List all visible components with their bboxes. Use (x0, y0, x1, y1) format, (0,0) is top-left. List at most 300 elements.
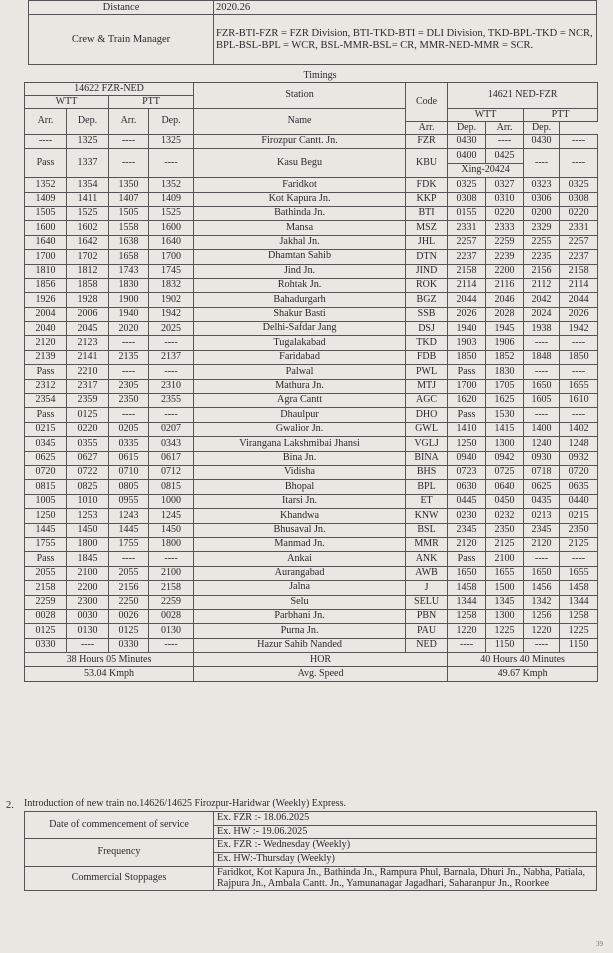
right-ptt-arr: 2156 (524, 264, 560, 278)
right-ptt-dep: 1225 (560, 624, 598, 638)
left-wtt-arr: 1600 (25, 221, 67, 235)
right-ptt-arr: 1650 (524, 566, 560, 580)
left-wtt-arr: 0345 (25, 437, 67, 451)
station-name: Bathinda Jn. (194, 206, 406, 220)
left-wtt-dep: 0030 (67, 609, 109, 623)
right-wtt-arr: 1220 (448, 624, 486, 638)
left-ptt-dep: ---- (149, 365, 194, 379)
intro-title: Introduction of new train no.14626/14625 Firozpur-Haridwar (Weekly) Express. (24, 798, 346, 809)
left-ptt-arr: 1755 (109, 537, 149, 551)
station-name: Itarsi Jn. (194, 494, 406, 508)
left-ptt-arr: 1638 (109, 235, 149, 249)
left-ptt-arr: ---- (109, 408, 149, 422)
right-ptt-dep: 0932 (560, 451, 598, 465)
right-ptt-arr: 1650 (524, 379, 560, 393)
right-ptt-arr: 2042 (524, 293, 560, 307)
right-ptt-arr: 0323 (524, 178, 560, 192)
right-wtt-dep: 1530 (486, 408, 524, 422)
speed-right: 49.67 Kmph (448, 667, 598, 681)
left-ptt-arr: 0615 (109, 451, 149, 465)
left-wtt-dep: 1812 (67, 264, 109, 278)
left-wtt-arr: 1810 (25, 264, 67, 278)
left-wtt-dep: 2141 (67, 350, 109, 364)
left-ptt-dep: 2355 (149, 394, 194, 408)
table-row (25, 523, 598, 537)
table-row (25, 494, 598, 508)
left-ptt-dep: 1600 (149, 221, 194, 235)
right-ptt-dep: 0635 (560, 480, 598, 494)
right-ptt-arr: 0430 (524, 135, 560, 149)
left-ptt-arr: 1243 (109, 509, 149, 523)
right-wtt-dep: 1300 (486, 437, 524, 451)
right-wtt-arr: 0308 (448, 192, 486, 206)
right-ptt-dep: 0440 (560, 494, 598, 508)
right-ptt-dep: 1258 (560, 609, 598, 623)
right-ptt-dep: 1150 (560, 638, 598, 652)
left-ptt-arr: 1830 (109, 278, 149, 292)
station-name: Gwalior Jn. (194, 422, 406, 436)
left-train-header: 14622 FZR-NED (25, 83, 194, 96)
table-row (25, 206, 598, 220)
table-row (25, 322, 598, 336)
station-name: Dhaulpur (194, 408, 406, 422)
station-name: Khandwa (194, 509, 406, 523)
right-ptt-arr: 1256 (524, 609, 560, 623)
right-wtt-arr: 1650 (448, 566, 486, 580)
station-code: BSL (406, 523, 448, 537)
left-ptt-header: PTT (109, 96, 194, 109)
left-ptt-arr: 1743 (109, 264, 149, 278)
right-wtt-dep: 1225 (486, 624, 524, 638)
left-wtt-arr: 1856 (25, 278, 67, 292)
right-wtt-arr: 2114 (448, 278, 486, 292)
left-wtt-dep: 0722 (67, 465, 109, 479)
table-row (25, 581, 598, 595)
left-wtt-arr: Pass (25, 149, 67, 178)
left-ptt-arr: 2350 (109, 394, 149, 408)
station-name: Selu (194, 595, 406, 609)
left-ptt-dep: 2259 (149, 595, 194, 609)
timings-table (24, 82, 598, 682)
left-wtt-dep: 0220 (67, 422, 109, 436)
station-code: MMR (406, 537, 448, 551)
right-ptt-dep: 1850 (560, 350, 598, 364)
table-row (25, 250, 598, 264)
left-wtt-arr: 1640 (25, 235, 67, 249)
table-row (25, 307, 598, 321)
right-wtt-dep: 1830 (486, 365, 524, 379)
left-wtt-dep: 1702 (67, 250, 109, 264)
station-code: PWL (406, 365, 448, 379)
right-ptt-arr: 2329 (524, 221, 560, 235)
frequency-label: Frequency (25, 839, 214, 866)
left-wtt-arr: 2354 (25, 394, 67, 408)
left-wtt-arr: 0625 (25, 451, 67, 465)
left-wtt-dep: 1253 (67, 509, 109, 523)
left-wtt-dep: 2210 (67, 365, 109, 379)
right-wtt-arr: 2257 (448, 235, 486, 249)
commence-fzr: Ex. FZR :- 18.06.2025 (214, 812, 597, 826)
left-wtt-dep: 1337 (67, 149, 109, 178)
left-ptt-dep: 2310 (149, 379, 194, 393)
right-wtt-dep: 0942 (486, 451, 524, 465)
station-name: Manmad Jn. (194, 537, 406, 551)
left-ptt-dep: ---- (149, 552, 194, 566)
left-ptt-arr: 2250 (109, 595, 149, 609)
left-wtt-arr: Pass (25, 408, 67, 422)
left-wtt-arr: 0330 (25, 638, 67, 652)
right-ptt-arr: 1400 (524, 422, 560, 436)
station-code: J (406, 581, 448, 595)
table-row (25, 537, 598, 551)
left-ptt-dep: 1700 (149, 250, 194, 264)
station-name: Faridabad (194, 350, 406, 364)
right-ptt-dep: 2350 (560, 523, 598, 537)
speed-label: Avg. Speed (194, 667, 448, 681)
right-wtt-dep-header: Dep. (448, 122, 486, 135)
station-code: BHS (406, 465, 448, 479)
left-ptt-dep: 1352 (149, 178, 194, 192)
right-ptt-dep: 0325 (560, 178, 598, 192)
left-ptt-arr: ---- (109, 149, 149, 178)
right-wtt-arr: 1940 (448, 322, 486, 336)
left-ptt-dep: 1245 (149, 509, 194, 523)
table-row (25, 451, 598, 465)
left-ptt-arr: 0335 (109, 437, 149, 451)
right-wtt-arr: 0430 (448, 135, 486, 149)
right-wtt-arr: 1258 (448, 609, 486, 623)
frequency-fzr: Ex. FZR :- Wednesday (Weekly) (214, 839, 597, 853)
left-wtt-arr: 1755 (25, 537, 67, 551)
left-ptt-dep: 2100 (149, 566, 194, 580)
right-wtt-dep: 0220 (486, 206, 524, 220)
left-ptt-dep: 2158 (149, 581, 194, 595)
left-ptt-dep: 1000 (149, 494, 194, 508)
station-name: Jalna (194, 581, 406, 595)
right-wtt-arr: 1850 (448, 350, 486, 364)
station-name: Kot Kapura Jn. (194, 192, 406, 206)
left-ptt-arr: 0955 (109, 494, 149, 508)
left-wtt-dep: 1602 (67, 221, 109, 235)
station-name: Vidisha (194, 465, 406, 479)
right-ptt-arr: ---- (524, 149, 560, 178)
right-ptt-arr: 2345 (524, 523, 560, 537)
station-code: AGC (406, 394, 448, 408)
table-row (25, 566, 598, 580)
left-ptt-dep: 0815 (149, 480, 194, 494)
left-ptt-arr: ---- (109, 365, 149, 379)
station-name: Bina Jn. (194, 451, 406, 465)
right-ptt-dep: 1402 (560, 422, 598, 436)
name-header: Name (194, 109, 406, 135)
right-ptt-dep: 1344 (560, 595, 598, 609)
right-wtt-dep: 2046 (486, 293, 524, 307)
right-wtt-dep: 1655 (486, 566, 524, 580)
station-code: DTN (406, 250, 448, 264)
left-ptt-arr: 1505 (109, 206, 149, 220)
right-wtt-arr: 0445 (448, 494, 486, 508)
station-code: GWL (406, 422, 448, 436)
left-ptt-arr-header: Arr. (109, 109, 149, 135)
right-wtt-dep: 2200 (486, 264, 524, 278)
left-ptt-arr: ---- (109, 135, 149, 149)
left-wtt-dep: 0825 (67, 480, 109, 494)
right-wtt-arr: 2237 (448, 250, 486, 264)
right-ptt-arr: 2112 (524, 278, 560, 292)
right-wtt-dep: 0640 (486, 480, 524, 494)
station-name: Aurangabad (194, 566, 406, 580)
right-ptt-arr: 1342 (524, 595, 560, 609)
left-ptt-dep: 1525 (149, 206, 194, 220)
right-ptt-arr: 0213 (524, 509, 560, 523)
right-wtt-arr: 0400 (448, 149, 486, 163)
right-ptt-arr: ---- (524, 336, 560, 350)
right-wtt-arr: Pass (448, 365, 486, 379)
right-ptt-arr: ---- (524, 638, 560, 652)
station-code: ET (406, 494, 448, 508)
right-wtt-arr: 0723 (448, 465, 486, 479)
left-ptt-arr: ---- (109, 336, 149, 350)
right-ptt-dep: 0720 (560, 465, 598, 479)
right-ptt-dep: ---- (560, 336, 598, 350)
right-wtt-dep: 2116 (486, 278, 524, 292)
station-name: Bhusaval Jn. (194, 523, 406, 537)
crew-label: Crew & Train Manager (29, 15, 214, 65)
left-ptt-dep: 1409 (149, 192, 194, 206)
left-ptt-dep: ---- (149, 149, 194, 178)
station-code: JIND (406, 264, 448, 278)
left-wtt-arr: 1700 (25, 250, 67, 264)
table-row (25, 638, 598, 652)
right-wtt-header: WTT (448, 109, 524, 122)
right-ptt-arr: 2024 (524, 307, 560, 321)
commence-hw: Ex. HW :- 19.06.2025 (214, 825, 597, 839)
right-wtt-dep: 1415 (486, 422, 524, 436)
hor-right: 40 Hours 40 Minutes (448, 653, 598, 667)
stoppages-label: Commercial Stoppages (25, 866, 214, 890)
table-row (25, 465, 598, 479)
right-ptt-arr: 2120 (524, 537, 560, 551)
table-row (25, 437, 598, 451)
station-code: KKP (406, 192, 448, 206)
left-wtt-dep: 2100 (67, 566, 109, 580)
left-ptt-dep: ---- (149, 638, 194, 652)
left-wtt-arr: 2312 (25, 379, 67, 393)
station-name: Firozpur Cantt. Jn. (194, 135, 406, 149)
station-name: Kasu Begu (194, 149, 406, 178)
right-wtt-dep: 2350 (486, 523, 524, 537)
station-name: Rohtak Jn. (194, 278, 406, 292)
table-row (25, 135, 598, 149)
left-wtt-arr: 2120 (25, 336, 67, 350)
station-name: Jakhal Jn. (194, 235, 406, 249)
right-wtt-dep: 0425 (486, 149, 524, 163)
right-ptt-dep: 2257 (560, 235, 598, 249)
right-ptt-arr: ---- (524, 408, 560, 422)
left-ptt-arr: 1407 (109, 192, 149, 206)
left-wtt-arr: 2139 (25, 350, 67, 364)
right-wtt-dep: 2239 (486, 250, 524, 264)
left-ptt-arr: 2305 (109, 379, 149, 393)
left-ptt-arr: 1940 (109, 307, 149, 321)
left-ptt-dep: 0343 (149, 437, 194, 451)
station-code: ROK (406, 278, 448, 292)
train-info-table (28, 0, 597, 65)
left-ptt-dep: 1325 (149, 135, 194, 149)
station-code: FDK (406, 178, 448, 192)
right-ptt-arr: ---- (524, 365, 560, 379)
table-row (25, 278, 598, 292)
left-wtt-dep: 0125 (67, 408, 109, 422)
table-row (25, 480, 598, 494)
table-row (25, 149, 598, 163)
right-wtt-arr: 0325 (448, 178, 486, 192)
station-code: DHO (406, 408, 448, 422)
right-wtt-dep: 0327 (486, 178, 524, 192)
left-ptt-dep: 0207 (149, 422, 194, 436)
right-wtt-dep: ---- (486, 135, 524, 149)
crew-value: FZR-BTI-FZR = FZR Division, BTI-TKD-BTI = DLI Division, TKD-BPL-TKD = NCR, BPL-BSL-BPL = WCR, BSL-MMR-BSL= CR, MMR-NED-MMR = SCR. (214, 15, 597, 65)
table-row (25, 336, 598, 350)
right-ptt-arr: 0718 (524, 465, 560, 479)
station-name: Tugalakabad (194, 336, 406, 350)
station-code: KNW (406, 509, 448, 523)
left-wtt-dep: 2006 (67, 307, 109, 321)
right-wtt-dep: 1500 (486, 581, 524, 595)
left-ptt-dep: 2137 (149, 350, 194, 364)
station-code: PAU (406, 624, 448, 638)
station-code: ANK (406, 552, 448, 566)
right-ptt-dep: 0220 (560, 206, 598, 220)
table-row (25, 422, 598, 436)
right-ptt-dep: 1610 (560, 394, 598, 408)
stoppages-value: Faridkot, Kot Kapura Jn., Bathinda Jn., Rampura Phul, Barnala, Dhuri Jn., Nabha, Patiala, Rajpura Jn., Ambala Cantt. Jn., Yamunanagar Jagadhari, Saharanpur Jn., Roorkee (214, 866, 597, 890)
left-wtt-arr: 0125 (25, 624, 67, 638)
left-ptt-arr: ---- (109, 552, 149, 566)
right-ptt-dep: 2125 (560, 537, 598, 551)
table-row (25, 178, 598, 192)
right-wtt-arr: 2044 (448, 293, 486, 307)
table-row (25, 394, 598, 408)
left-wtt-arr-header: Arr. (25, 109, 67, 135)
table-row (25, 595, 598, 609)
right-wtt-arr: 0630 (448, 480, 486, 494)
code-header: Code (406, 83, 448, 122)
left-wtt-arr: 0215 (25, 422, 67, 436)
table-row (25, 609, 598, 623)
right-ptt-arr: ---- (524, 552, 560, 566)
station-code: NED (406, 638, 448, 652)
right-ptt-arr: 1848 (524, 350, 560, 364)
right-wtt-arr: 1620 (448, 394, 486, 408)
left-wtt-dep: 0627 (67, 451, 109, 465)
left-ptt-dep: 1450 (149, 523, 194, 537)
left-ptt-arr: 0710 (109, 465, 149, 479)
left-ptt-arr: 1658 (109, 250, 149, 264)
table-row (25, 379, 598, 393)
table-row (25, 509, 598, 523)
table-row (25, 293, 598, 307)
station-code: DSJ (406, 322, 448, 336)
right-wtt-arr-header: Arr. (406, 122, 448, 135)
station-name: Delhi-Safdar Jang (194, 322, 406, 336)
right-wtt-dep: 1705 (486, 379, 524, 393)
table-row (25, 235, 598, 249)
right-ptt-arr: 2235 (524, 250, 560, 264)
right-wtt-dep: 2333 (486, 221, 524, 235)
station-code: BINA (406, 451, 448, 465)
station-name: Parbhani Jn. (194, 609, 406, 623)
right-wtt-arr: 2331 (448, 221, 486, 235)
left-ptt-dep: ---- (149, 336, 194, 350)
right-ptt-dep: 2331 (560, 221, 598, 235)
left-ptt-arr: 1445 (109, 523, 149, 537)
station-code: KBU (406, 149, 448, 178)
left-ptt-arr: 2055 (109, 566, 149, 580)
right-wtt-dep: 1300 (486, 609, 524, 623)
station-code: VGLJ (406, 437, 448, 451)
distance-label: Distance (29, 1, 214, 15)
left-wtt-dep: 2123 (67, 336, 109, 350)
left-ptt-arr: 0205 (109, 422, 149, 436)
left-wtt-arr: 2004 (25, 307, 67, 321)
new-train-table (24, 811, 597, 891)
right-train-header: 14621 NED-FZR (448, 83, 598, 109)
left-wtt-dep: 2200 (67, 581, 109, 595)
right-wtt-arr: 1903 (448, 336, 486, 350)
right-wtt-dep: 1150 (486, 638, 524, 652)
left-wtt-arr: 0028 (25, 609, 67, 623)
crossing-note: Xing-20424 (448, 163, 524, 177)
station-code: JHL (406, 235, 448, 249)
left-wtt-arr: ---- (25, 135, 67, 149)
commence-label: Date of commencement of service (25, 812, 214, 839)
right-ptt-arr: 0306 (524, 192, 560, 206)
left-wtt-dep: 0130 (67, 624, 109, 638)
left-ptt-arr: 1558 (109, 221, 149, 235)
right-ptt-arr-header: Arr. (486, 122, 524, 135)
right-ptt-dep: 2044 (560, 293, 598, 307)
right-wtt-arr: 0230 (448, 509, 486, 523)
right-wtt-dep: 0725 (486, 465, 524, 479)
right-wtt-arr: 1700 (448, 379, 486, 393)
left-wtt-dep: 1845 (67, 552, 109, 566)
station-code: MSZ (406, 221, 448, 235)
left-wtt-dep: 1010 (67, 494, 109, 508)
left-wtt-dep: 1411 (67, 192, 109, 206)
station-code: TKD (406, 336, 448, 350)
left-ptt-arr: 0026 (109, 609, 149, 623)
right-wtt-dep: 1345 (486, 595, 524, 609)
right-wtt-dep: 1945 (486, 322, 524, 336)
right-ptt-dep: ---- (560, 149, 598, 178)
left-wtt-arr: 1445 (25, 523, 67, 537)
left-wtt-arr: 2055 (25, 566, 67, 580)
left-ptt-arr: 2020 (109, 322, 149, 336)
left-wtt-arr: 1409 (25, 192, 67, 206)
right-wtt-dep: 1852 (486, 350, 524, 364)
left-ptt-dep: ---- (149, 408, 194, 422)
left-ptt-arr: 1350 (109, 178, 149, 192)
table-row (25, 264, 598, 278)
right-ptt-dep: ---- (560, 552, 598, 566)
left-wtt-dep: 2317 (67, 379, 109, 393)
left-wtt-dep: 1928 (67, 293, 109, 307)
right-ptt-arr: 1456 (524, 581, 560, 595)
left-wtt-header: WTT (25, 96, 109, 109)
station-code: BTI (406, 206, 448, 220)
station-code: BGZ (406, 293, 448, 307)
